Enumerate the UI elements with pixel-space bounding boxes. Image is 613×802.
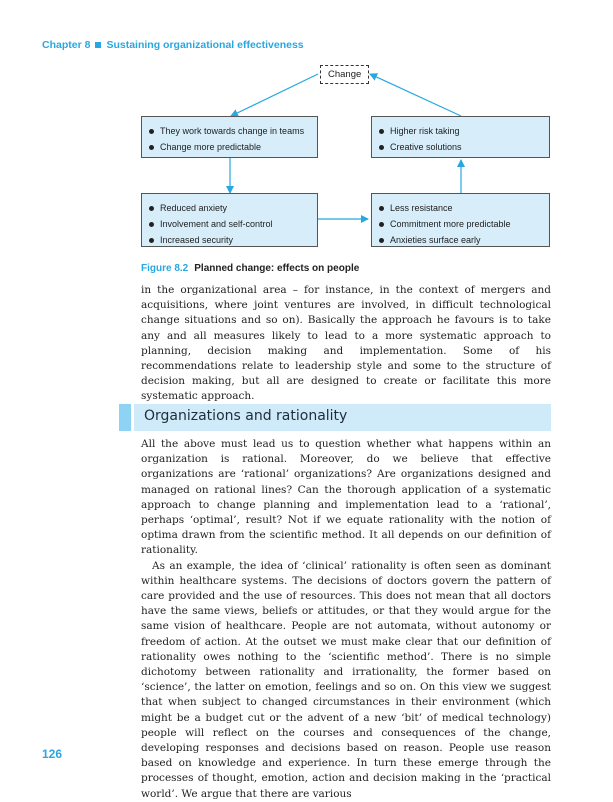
section-marker xyxy=(119,404,131,431)
section-heading xyxy=(119,404,551,431)
box-bottom-left xyxy=(141,193,318,247)
section-title: Organizations and rationality xyxy=(144,408,348,424)
list-item: Creative solutions xyxy=(378,139,543,155)
change-node: Change xyxy=(320,65,369,84)
list-item: Change more predictable xyxy=(148,139,311,155)
figure-caption xyxy=(141,263,359,274)
chapter-title: Sustaining organizational effectiveness xyxy=(106,39,304,51)
box-top-left xyxy=(141,116,318,158)
figure-title: Planned change: effects on people xyxy=(194,263,360,274)
list-item: Higher risk taking xyxy=(378,123,543,139)
list-item: Commitment more predictable xyxy=(378,216,543,232)
figure-diagram xyxy=(0,0,613,280)
arrow-top-right-to-change xyxy=(370,74,461,116)
list-item: Increased security xyxy=(148,232,311,248)
list-item: Involvement and self-control xyxy=(148,216,311,232)
body-paragraph-1 xyxy=(141,283,551,405)
list-item: Reduced anxiety xyxy=(148,200,311,216)
box-top-right xyxy=(371,116,550,158)
paragraph-text: in the organizational area – for instance, in the context of mergers and acquisitions, where joint ventures are involved, in difficult technological change situations and so on). Basically the approach he favours is to take any and all measures likely to lead to a more systematic approach to planning, decision making and implementation. Some of his recommendations relate to leadership style and some to the structure of decision making, but all are designed to create or facilitate this more systematic approach. xyxy=(141,284,551,403)
box-bottom-right xyxy=(371,193,550,247)
paragraph-text: As an example, the idea of ‘clinical’ rationality is often seen as dominant within healthcare systems. The decisions of doctors govern the pattern of care provided and the use of resources. This does not mean that all doctors have the same views, beliefs or attitudes, or that they would argue for the same vision of healthcare. People are not automata, without autonomy or freedom of action. At the outset we must make clear that our definition of rationality owes nothing to the ‘scientific method’. There is no simple dichotomy between rationality and irrationality, the former based on ‘science’, the latter on emotion, feelings and so on. On this view we suggest that when subject to changed circumstances in their environment (which might be a budget cut or the advent of a new ‘bit’ of medical technology) people will reflect on the courses and consequences of the change, developing responses and decisions based on reason. People use reason based on knowledge and experience. In turn these emerge through the processes of thought, emotion, action and decision making in the ‘practical world’. We argue that there are various xyxy=(141,559,551,800)
list-item: They work towards change in teams xyxy=(148,123,311,139)
paragraph-text: All the above must lead us to question whether what happens within an organization is rational. Moreover, do we believe that effective organizations are ‘rational’ organizations? Are organizations designed and managed on rational lines? Can the thorough application of a systematic approach to change planning and implementation lead to a ‘rational’, perhaps ‘optimal’, result? Not if we equate rationality with the notion of optima drawn from the scientific method. It all depends on our definition of rationality. xyxy=(141,438,551,557)
figure-number: Figure 8.2 xyxy=(141,263,189,274)
list-item: Anxieties surface early xyxy=(378,232,543,248)
body-paragraph-2 xyxy=(141,437,551,802)
arrow-change-to-top-left xyxy=(231,74,318,116)
chapter-label: Chapter 8 xyxy=(42,39,91,51)
page-number: 126 xyxy=(42,747,63,761)
list-item: Less resistance xyxy=(378,200,543,216)
